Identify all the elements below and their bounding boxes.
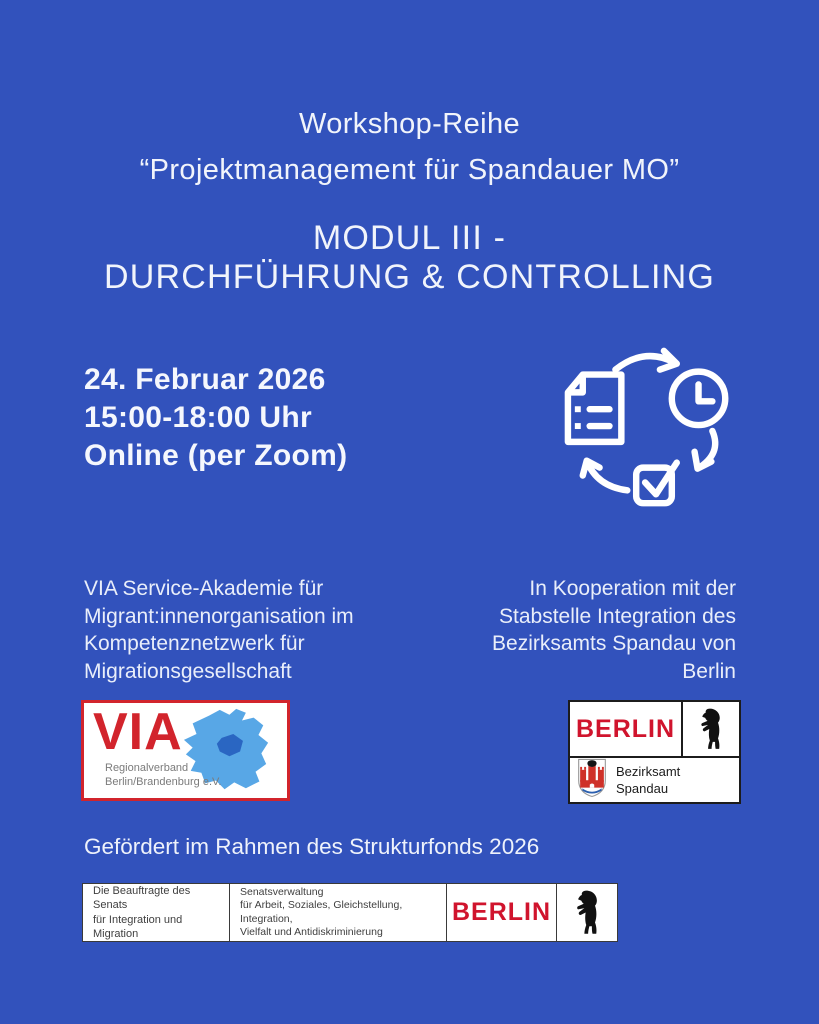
- funding-note: Gefördert im Rahmen des Strukturfonds 2026: [84, 834, 540, 859]
- berlin-bear-icon-footer: [557, 884, 617, 941]
- module-heading: [0, 219, 819, 297]
- berlin-spandau-logo-bottom: [570, 758, 739, 802]
- district-label: [616, 763, 680, 797]
- via-sub-line2: Berlin/Brandenburg e.V.: [105, 776, 222, 788]
- spandau-coat-of-arms-icon: [577, 758, 607, 803]
- organizer-line: Kompetenznetzwerk für: [84, 632, 305, 655]
- berlin-spandau-logo: [568, 700, 741, 804]
- series-heading: [0, 101, 819, 193]
- berlin-wordmark-footer: BERLIN: [447, 884, 557, 941]
- cooperation-line: In Kooperation mit der: [529, 577, 736, 600]
- cooperation-line: Stabstelle Integration des: [499, 604, 736, 628]
- organizer-text: [84, 575, 354, 685]
- cooperation-text: [492, 575, 736, 685]
- sponsor-bar: [82, 883, 618, 942]
- district-line2: Spandau: [616, 781, 669, 796]
- module-title-line2: DURCHFÜHRUNG & CONTROLLING: [103, 258, 716, 296]
- process-cycle-icon: [556, 336, 752, 524]
- organizer-line: Migrationsgesellschaft: [84, 659, 292, 683]
- organizer-line: VIA Service-Akademie für: [84, 577, 324, 600]
- berlin-wordmark: BERLIN: [570, 702, 683, 756]
- event-format: Online (per Zoom): [84, 439, 348, 472]
- berlin-bear-icon: [683, 702, 739, 756]
- series-title: Workshop-Reihe: [298, 108, 521, 140]
- senate-admin-label: [230, 884, 447, 941]
- event-details: [84, 361, 347, 475]
- admin-line3: Vielfalt und Antidiskriminierung: [240, 926, 383, 938]
- series-subtitle: “Projektmanagement für Spandauer MO”: [139, 154, 680, 186]
- cooperation-line: Bezirksamts Spandau von: [492, 632, 736, 655]
- via-logo-subtitle: [105, 761, 221, 789]
- admin-line2: für Arbeit, Soziales, Gleichstellung, Integration,: [240, 899, 403, 925]
- via-sub-line1: Regionalverband: [105, 762, 189, 774]
- via-logo-wordmark: VIA: [93, 703, 183, 761]
- admin-line1: Senatsverwaltung: [240, 885, 324, 898]
- berlin-spandau-logo-top: [570, 702, 739, 758]
- event-date: 24. Februar 2026: [84, 363, 326, 396]
- delegate-line1: Die Beauftragte des Senats: [93, 884, 191, 911]
- event-time: 15:00-18:00 Uhr: [84, 401, 312, 434]
- module-title-line1: MODUL III -: [312, 219, 507, 257]
- district-line1: Bezirksamt: [616, 764, 681, 779]
- organizer-line: Migrant:innenorganisation im: [84, 604, 354, 628]
- delegate-line2: für Integration und Migration: [93, 913, 183, 940]
- senate-delegate-label: [83, 884, 230, 941]
- via-logo: [81, 700, 290, 801]
- cooperation-line: Berlin: [682, 659, 736, 683]
